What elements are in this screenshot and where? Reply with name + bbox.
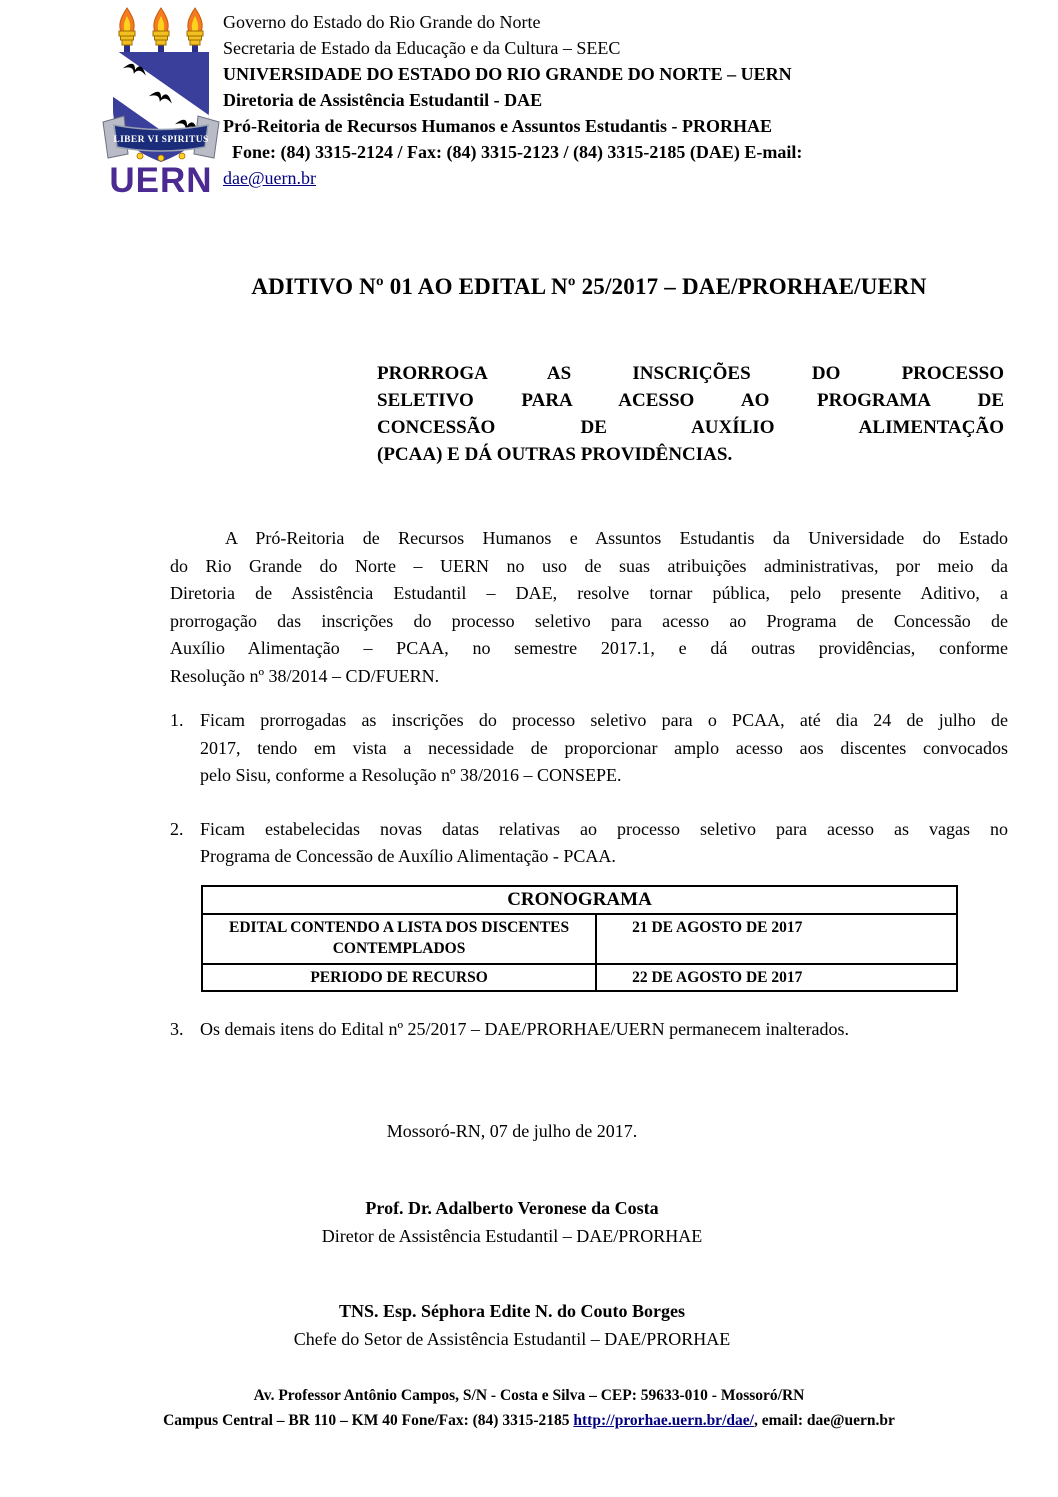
item-number: 2. xyxy=(170,818,184,839)
item-text-line: Programa de Concessão de Auxílio Alimentação - PCAA. xyxy=(200,846,616,866)
letterhead xyxy=(0,0,1058,194)
item-text-line: pelo Sisu, conforme a Resolução nº 38/2016 – CONSEPE. xyxy=(200,765,622,785)
list-item-3 xyxy=(170,1016,1008,1044)
logo-motto-text: LIBER VI SPIRITUS xyxy=(113,135,209,145)
letterhead-line-proreitoria: Pró-Reitoria de Recursos Humanos e Assuntos Estudantis - PRORHAE xyxy=(223,116,773,136)
letterhead-line-diretoria: Diretoria de Assistência Estudantil - DAE xyxy=(223,90,543,110)
table-title: CRONOGRAMA xyxy=(202,886,957,914)
closing-section xyxy=(0,1121,1024,1353)
letterhead-text xyxy=(223,6,802,194)
signature-name: Prof. Dr. Adalberto Veronese da Costa xyxy=(365,1198,659,1218)
paragraph-line: do Rio Grande do Norte – UERN no uso de suas atribuições administrativas, por meio da xyxy=(170,555,1008,576)
subtitle-epigraph xyxy=(377,360,1004,468)
footer-address: Av. Professor Antônio Campos, S/N - Costa e Silva – CEP: 59633-010 - Mossoró/RN xyxy=(253,1387,805,1404)
footer-campus-text: Campus Central – BR 110 – KM 40 Fone/Fax: (84) 3315-2185 xyxy=(163,1412,574,1429)
item-text-line: 2017, tendo em vista a necessidade de proporcionar amplo acesso aos discentes convocados xyxy=(200,737,1008,758)
torch-icons xyxy=(119,8,203,54)
footer-contact-line xyxy=(0,1408,1058,1433)
subtitle-line: PRORROGA AS INSCRIÇÕES DO PROCESSO xyxy=(377,363,1004,384)
paragraph-line: prorrogação das inscrições do processo seletivo para acesso ao Programa de Concessão de xyxy=(170,610,1008,631)
paragraph-line: Diretoria de Assistência Estudantil – DAE, resolve tornar pública, pelo presente Aditivo, a xyxy=(170,583,1008,603)
document-footer xyxy=(0,1383,1058,1433)
table-header-row xyxy=(202,886,957,914)
signature-block-director xyxy=(0,1194,1024,1250)
table-cell-date: 22 DE AGOSTO DE 2017 xyxy=(596,964,957,991)
date-line: Mossoró-RN, 07 de julho de 2017. xyxy=(386,1121,638,1141)
letterhead-line-phone: Fone: (84) 3315-2124 / Fax: (84) 3315-2123 / (84) 3315-2185 (DAE) E-mail: xyxy=(232,142,803,162)
header-email-link[interactable]: dae@uern.br xyxy=(223,168,317,188)
subtitle-line: (PCAA) E DÁ OUTRAS PROVIDÊNCIAS. xyxy=(377,444,733,465)
table-cell-date: 21 DE AGOSTO DE 2017 xyxy=(596,914,957,964)
signature-block-chief xyxy=(0,1297,1024,1353)
table-cell-event: EDITAL CONTENDO A LISTA DOS DISCENTES CONTEMPLADOS xyxy=(202,914,596,964)
subtitle-line: SELETIVO PARA ACESSO AO PROGRAMA DE xyxy=(377,390,1004,411)
table-row xyxy=(202,964,957,991)
item-text-line: Ficam prorrogadas as inscrições do processo seletivo para o PCAA, até dia 24 de julho de xyxy=(200,710,1008,730)
paragraph-line: Auxílio Alimentação – PCAA, no semestre 2017.1, e dá outras providências, conforme xyxy=(170,638,1008,658)
document-body xyxy=(170,274,1008,1043)
opening-paragraph xyxy=(170,525,1008,690)
list-item-2 xyxy=(170,816,1008,871)
document-title: ADITIVO Nº 01 AO EDITAL Nº 25/2017 – DAE/PRORHAE/UERN xyxy=(251,274,927,299)
letterhead-line-university: UNIVERSIDADE DO ESTADO DO RIO GRANDE DO NORTE – UERN xyxy=(223,64,792,84)
uern-crest-logo xyxy=(102,6,220,194)
footer-website-link[interactable]: http://prorhae.uern.br/dae/ xyxy=(573,1412,754,1429)
paragraph-line: A Pró-Reitoria de Recursos Humanos e Assuntos Estudantis da Universidade do Estado xyxy=(225,528,1008,548)
item-text-line: Ficam estabelecidas novas datas relativas ao processo seletivo para acesso as vagas no xyxy=(200,818,1008,839)
table-cell-event: PERIODO DE RECURSO xyxy=(202,964,596,991)
item-number: 1. xyxy=(170,710,184,730)
paragraph-line: Resolução nº 38/2014 – CD/FUERN. xyxy=(170,665,440,686)
item-number: 3. xyxy=(170,1018,184,1039)
item-text-line: Os demais itens do Edital nº 25/2017 – DAE/PRORHAE/UERN permanecem inalterados. xyxy=(200,1018,849,1039)
letterhead-line-government: Governo do Estado do Rio Grande do Norte xyxy=(223,12,541,32)
table-row xyxy=(202,914,957,964)
subtitle-line: CONCESSÃO DE AUXÍLIO ALIMENTAÇÃO xyxy=(377,417,1004,438)
list-item-1 xyxy=(170,707,1008,790)
logo-acronym-text: UERN xyxy=(109,161,213,194)
footer-email-text: , email: dae@uern.br xyxy=(753,1412,895,1429)
letterhead-line-secretaria: Secretaria de Estado da Educação e da Cultura – SEEC xyxy=(223,38,621,58)
cronograma-table xyxy=(201,885,958,992)
signature-role: Diretor de Assistência Estudantil – DAE/PRORHAE xyxy=(321,1226,703,1246)
signature-name: TNS. Esp. Séphora Edite N. do Couto Borges xyxy=(338,1301,686,1321)
signature-role: Chefe do Setor de Assistência Estudantil – DAE/PRORHAE xyxy=(293,1329,731,1349)
